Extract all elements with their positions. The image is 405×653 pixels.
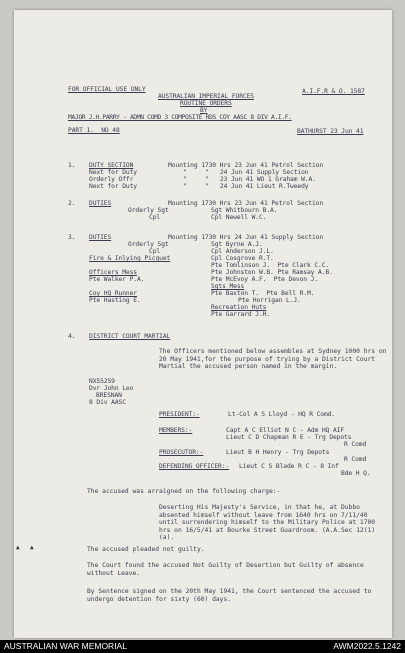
s2-cpl: Cpl — [149, 214, 161, 221]
s3-picquet-3: Pte McEvoy A.F. Pte Devon J. — [211, 276, 319, 283]
s3-officers-mess-name: Pte Walker P.A. — [89, 276, 145, 283]
s2-mounting: Mounting 1730 Hrs 23 Jun 41 Petrol Section — [168, 200, 324, 207]
defending-officer-hq: Bde H Q. — [341, 470, 371, 477]
member-1: Capt A C Elliot N C - Adm HQ AIF — [226, 427, 345, 434]
s3-cpl: Cpl — [149, 248, 161, 255]
court-martial-paragraph: The Officers mentioned below assembles at Sydney 1000 hrs on 20 May 1941,for the purpose of trying by a District Court Martial the accused person named in the margin. — [159, 348, 387, 371]
part-number: PART 1. NO 48 — [68, 127, 120, 134]
s3-fire-picquet: Fire & Inlying Picquet — [89, 255, 171, 262]
accused-number: NX55259 — [89, 378, 115, 385]
major-heading: MAJOR J.H.PARRY - ADMN COMD 3 COMPOSITE RDS COY AASC 8 DIV A.I.F. — [68, 114, 292, 121]
s3-cpl-name-2: Cpl Cosgrove R.T. — [211, 255, 274, 262]
order-reference: A.I.F.R & O. 1587 — [302, 88, 365, 95]
s3-recreation-huts: Recreation Huts — [211, 304, 267, 311]
footer-bar — [0, 640, 405, 653]
plea-line: The accused pleaded not guilty. — [87, 546, 205, 553]
footer-institution: AUSTRALIAN WAR MEMORIAL — [4, 641, 127, 651]
s3-sgts-mess-2: Pte Horrigan L.J. — [238, 297, 301, 304]
s3-recreation-huts-name: Pte Garrard J.H. — [211, 311, 271, 318]
prosecutor-value: Lieut B H Henry - Trg Depots — [226, 449, 330, 456]
punch-mark-icon: ▲ — [30, 544, 34, 551]
prosecutor-label: PROSECUTOR:- — [159, 449, 204, 456]
s3-orderly-sgt: Orderly Sgt — [128, 241, 169, 248]
s3-cpl-name: Cpl Anderson J.L. — [211, 248, 274, 255]
s1-orderly-offr: Orderly Offr — [89, 176, 134, 183]
s1-value-3: " " 23 Jun 41 WO 1 Graham W.A. — [183, 176, 316, 183]
president-value: Lt-Col A S Lloyd - HQ R Comd. — [228, 411, 336, 418]
routine-orders-heading: ROUTINE ORDERS — [180, 100, 232, 107]
s1-duty-section: DUTY SECTION — [89, 162, 134, 169]
accused-name: Dvr John Leo — [89, 385, 134, 392]
sentence-paragraph: By Sentence signed on the 20th May 1941, the Court sentenced the accused to undergo detention for sixty (60) days. — [87, 588, 372, 603]
member-2: Lieut C D Chapman R E - Trg Depots — [226, 434, 352, 441]
s3-sgts-mess-1: Pte Baxton T. Pte Bell R.M. — [211, 290, 315, 297]
s3-sgt-name: Sgt Byrne A.J. — [211, 241, 263, 248]
s3-duties: DUTIES — [89, 234, 112, 241]
accused-unit: 8 Div AASC — [89, 399, 126, 406]
s3-sgts-mess: Sgts Mess — [211, 283, 245, 290]
s2-cpl-name: Cpl Newell W.C. — [211, 214, 267, 221]
force-heading: AUSTRALIAN IMPERIAL FORCES — [158, 93, 254, 100]
charge-line: The accused was arraigned on the following charge:- — [87, 488, 281, 495]
s1-value-1: Mounting 1730 Hrs 23 Jun 41 Petrol Section — [168, 162, 324, 169]
s2-duties: DUTIES — [89, 200, 112, 207]
s3-picquet-1: Pte Tomlinson J. Pte Clark C.C. — [211, 262, 330, 269]
section-3-number: 3. — [68, 234, 76, 241]
charge-paragraph: Deserting His Majesty's Service, in that he, at Dubbo absented himself without leave from 1640 hrs on 7/11/40 until surrendering himself to the Military Police at 1700 hrs on 16/5/41 at Bourke Street Guardroom. (A.A.Sec 12(1)(a). — [159, 504, 376, 542]
by-heading: BY — [200, 107, 208, 114]
defending-officer-label: DEFENDING OFFICER:- — [159, 463, 230, 470]
section-4-number: 4. — [68, 333, 76, 340]
footer-accession: AWM2022.5.1242 — [333, 641, 401, 651]
s3-picquet-2: Pte Johnston W.B. Pte Ramsay A.B. — [211, 269, 333, 276]
s1-value-4: " " 24 Jun 41 Lieut R.Tweedy — [183, 183, 309, 190]
place-date: BATHURST 23 Jun 41 — [297, 128, 364, 135]
members-label: MEMBERS:- — [159, 427, 193, 434]
document-page — [14, 10, 392, 638]
s3-officers-mess: Officers Mess — [89, 269, 137, 276]
s3-coy-runner-name: Pte Hasting E. — [89, 297, 141, 304]
official-use-heading: FOR OFFICIAL USE ONLY — [68, 86, 146, 93]
s2-sgt-name: Sgt Whitbourn B.A. — [211, 207, 278, 214]
s1-next-for-duty: Next for Duty — [89, 169, 137, 176]
s3-coy-runner: Coy HQ Runner — [89, 290, 137, 297]
prosecutor-comd: R Comd — [344, 456, 367, 463]
member-2-comd: R Comd — [344, 441, 367, 448]
s1-next-for-duty-2: Next for Duty — [89, 183, 137, 190]
s2-orderly-sgt: Orderly Sgt — [128, 207, 169, 214]
president-label: PRESIDENT:- — [159, 411, 200, 418]
court-martial-title: DISTRICT COURT MARTIAL — [89, 333, 171, 340]
finding-paragraph: The Court found the accused Not Guilty of Desertion but Guilty of absence without Leave. — [87, 562, 364, 577]
accused-surname: BRESNAN — [96, 392, 122, 399]
section-1-number: 1. — [68, 162, 76, 169]
punch-mark-icon: ▲ — [16, 544, 20, 551]
s1-value-2: " " 24 Jun 41 Supply Section — [183, 169, 309, 176]
defending-officer-value: Lieut C S Blade R C - 8 Inf — [239, 463, 339, 470]
s3-mounting: Mounting 1730 Hrs 24 Jun 41 Supply Section — [168, 234, 324, 241]
section-2-number: 2. — [68, 200, 76, 207]
